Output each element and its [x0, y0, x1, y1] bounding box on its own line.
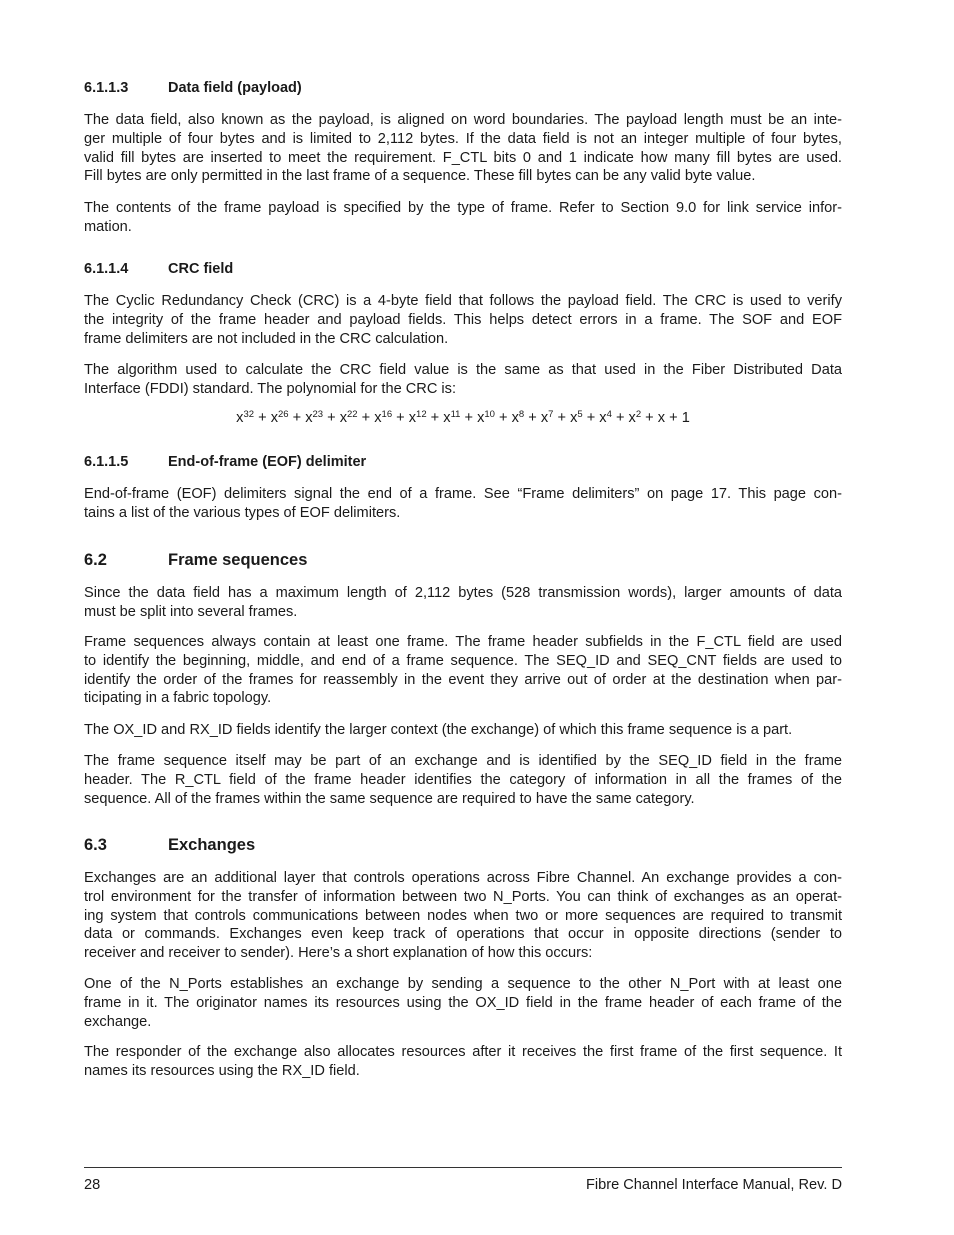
section-title: Data field (payload) — [168, 80, 302, 96]
paragraph-exchanges — [84, 869, 842, 963]
paragraph-seq-id — [84, 752, 842, 808]
text-line: tains a list of the various types of EOF delimiters. — [84, 504, 401, 521]
text-line: Frame sequences always contain at least one frame. The frame header subfields in the F_CTL field are used — [84, 634, 842, 650]
text-line: The algorithm used to calculate the CRC field value is the same as that used in the Fiber Distributed Data — [84, 362, 842, 378]
polynomial-term — [599, 410, 612, 426]
term-base: x — [540, 410, 549, 426]
text-line: exchange. — [84, 1013, 152, 1030]
term-base: x — [657, 410, 666, 426]
text-line: header. The R_CTL field of the frame header identifies the category of information in all the frames of the — [84, 771, 842, 788]
term-exponent: 10 — [484, 409, 495, 420]
term-exponent: 22 — [347, 409, 358, 420]
paragraph-crc — [84, 292, 842, 348]
text-line: the integrity of the frame header and payload fields. This helps detect errors in a frame. The SOF and EOF — [84, 311, 842, 328]
polynomial-term — [340, 410, 358, 426]
term-exponent: 4 — [606, 409, 612, 420]
term-exponent: 5 — [577, 409, 583, 420]
footer-divider — [84, 1167, 842, 1168]
text-line: valid fill bytes are inserted to meet the requirement. F_CTL bits 0 and 1 indicate how many fill bytes are used. — [84, 149, 842, 166]
paragraph-sequence-length — [84, 584, 842, 622]
term-exponent: 7 — [548, 409, 554, 420]
term-base: 1 — [681, 410, 690, 426]
text-line: Interface (FDDI) standard. The polynomial for the CRC is: — [84, 380, 457, 397]
text-line: One of the N_Ports establishes an exchange by sending a sequence to the other N_Port with at least one — [84, 976, 842, 992]
document-title: Fibre Channel Interface Manual, Rev. D — [585, 1177, 842, 1193]
text-line: identify the order of the frames for reassembly in the event they arrive out of order at the destination when par- — [84, 671, 842, 688]
heading-6-1-1-3 — [84, 80, 302, 96]
paragraph-data-field — [84, 111, 842, 186]
section-number: 6.3 — [84, 836, 107, 854]
term-base: x — [408, 410, 417, 426]
term-base: x — [628, 410, 636, 426]
term-base: x — [443, 410, 451, 426]
polynomial-term — [682, 410, 690, 426]
polynomial-term — [629, 410, 642, 426]
term-exponent: 32 — [243, 409, 255, 420]
text-line: data or commands. Exchanges even keep track of operations that occur in opposite directions (sender to — [84, 926, 842, 943]
heading-6-1-1-4 — [84, 261, 233, 277]
polynomial-term — [443, 410, 460, 426]
term-exponent: 23 — [312, 409, 324, 420]
term-exponent: 2 — [635, 409, 642, 420]
page-number: 28 — [84, 1177, 101, 1193]
term-exponent: 16 — [381, 409, 393, 420]
heading-6-2 — [84, 551, 307, 570]
term-exponent: 12 — [416, 409, 427, 420]
section-title: End-of-frame (EOF) delimiter — [168, 454, 367, 470]
paragraph-frame-sequences — [84, 633, 842, 708]
heading-6-3 — [84, 836, 255, 855]
text-line: names its resources using the RX_ID field. — [84, 1062, 360, 1079]
paragraph-responder — [84, 1043, 842, 1081]
polynomial-term — [374, 410, 392, 426]
term-exponent: 8 — [518, 409, 525, 420]
paragraph-payload-contents — [84, 199, 842, 237]
text-line: End-of-frame (EOF) delimiters signal the end of a frame. See “Frame delimiters” on page 17. This page con- — [84, 486, 842, 502]
term-base: x — [374, 410, 382, 426]
term-base: x — [599, 410, 607, 426]
text-line: The responder of the exchange also allocates resources after it receives the first frame of the first sequence. It — [84, 1044, 842, 1060]
text-line: to identify the beginning, middle, and end of a frame sequence. The SEQ_ID and SEQ_CNT fields are used to — [84, 652, 842, 669]
text-line: must be split into several frames. — [84, 603, 298, 620]
term-base: x — [236, 410, 244, 426]
section-title: Frame sequences — [168, 551, 308, 569]
term-base: x — [305, 410, 313, 426]
term-base: x — [570, 410, 578, 426]
text-line: The OX_ID and RX_ID fields identify the larger context (the exchange) of which this frame sequence is a part. — [84, 722, 793, 738]
section-title: CRC field — [168, 261, 234, 277]
crc-polynomial: $x^{32} + x^{26} + x^{23} + x^{22} + x^{16} + x^{12} + x^{11} + x^{10} + x^8 + x^7 + x^5 + x^4 + x^2 + x + 1$ — [236, 409, 690, 426]
text-line: trol environment for the transfer of information between two N_Ports. You can think of exchanges as an operat- — [84, 888, 842, 905]
text-line: Fill bytes are only permitted in the last frame of a sequence. These fill bytes can be any valid byte value. — [84, 168, 756, 185]
polynomial-term — [236, 410, 254, 426]
paragraph-crc-algorithm — [84, 361, 842, 399]
text-line: The frame sequence itself may be part of an exchange and is identified by the SEQ_ID field in the frame — [84, 753, 842, 769]
section-title: Exchanges — [168, 836, 256, 854]
section-number: 6.1.1.3 — [84, 80, 129, 96]
polynomial-term — [305, 410, 323, 426]
heading-6-1-1-5 — [84, 454, 366, 470]
section-number: 6.1.1.5 — [84, 454, 129, 470]
section-number: 6.1.1.4 — [84, 261, 129, 277]
polynomial-term — [271, 410, 289, 426]
text-line: ger multiple of four bytes and is limited to 2,112 bytes. If the data field is not an integer multiple of four bytes, — [84, 130, 842, 147]
paragraph-originator — [84, 975, 842, 1031]
polynomial-term — [658, 410, 665, 426]
text-line: frame in it. The originator names its resources using the OX_ID field in the frame header of each frame of the — [84, 994, 842, 1011]
paragraph-ox-rx-id — [84, 721, 842, 740]
polynomial-term — [541, 410, 554, 426]
polynomial-term — [477, 410, 495, 426]
text-line: receiver and receiver to sender). Here’s a short explanation of how this occurs: — [84, 945, 593, 962]
term-exponent: 26 — [277, 409, 289, 420]
text-line: sequence. All of the frames within the same sequence are required to have the same category. — [84, 790, 695, 807]
polynomial-term — [512, 410, 525, 426]
text-line: mation. — [84, 218, 132, 235]
paragraph-eof — [84, 485, 842, 523]
section-number: 6.2 — [84, 551, 107, 569]
term-base: x — [270, 410, 278, 426]
text-line: Since the data field has a maximum length of 2,112 bytes (528 transmission words), larger amounts of data — [84, 585, 842, 601]
term-base: x — [511, 410, 519, 426]
text-line: ing system that controls communications between nodes when two or more sequences are required to transmit — [84, 907, 842, 924]
term-exponent: 11 — [450, 409, 461, 420]
text-line: Exchanges are an additional layer that controls operations across Fibre Channel. An exchange provides a con- — [84, 870, 842, 886]
text-line: The contents of the frame payload is specified by the type of frame. Refer to Section 9.0 for link service infor- — [84, 200, 842, 216]
term-base: x — [477, 410, 485, 426]
text-line: The data field, also known as the payload, is aligned on word boundaries. The payload length must be an inte- — [84, 112, 842, 128]
text-line: The Cyclic Redundancy Check (CRC) is a 4-byte field that follows the payload field. The CRC is used to verify — [84, 293, 842, 309]
polynomial-term — [570, 410, 583, 426]
term-base: x — [339, 410, 348, 426]
text-line: ticipating in a fabric topology. — [84, 690, 272, 707]
polynomial-term — [409, 410, 427, 426]
text-line: frame delimiters are not included in the CRC calculation. — [84, 330, 449, 347]
